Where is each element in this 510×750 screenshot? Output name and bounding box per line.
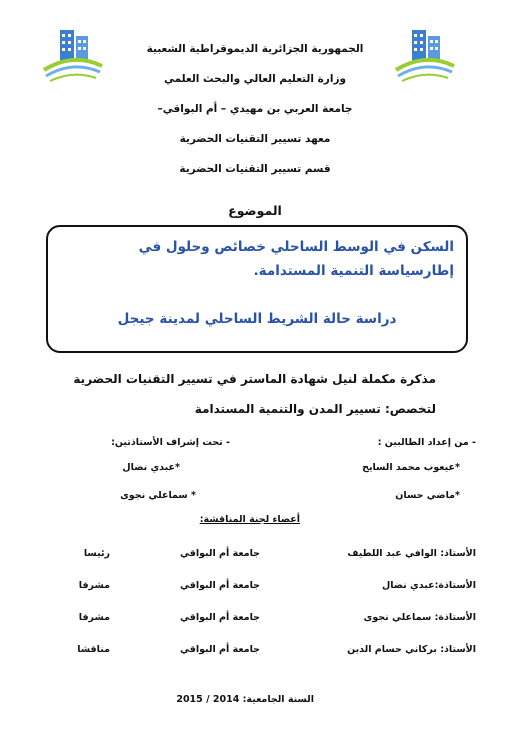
- header-ministry: وزارة التعليم العالي والبحث العلمي: [163, 73, 347, 85]
- header-republic: الجمهورية الجزائرية الديموقراطية الشعبية: [146, 43, 364, 55]
- committee-member-1-university: جامعة أم البواقي: [180, 548, 260, 559]
- committee-member-3-role: مشرفا: [78, 612, 110, 623]
- committee-member-4-university: جامعة أم البواقي: [180, 644, 260, 655]
- header-department: قسم تسيير التقنيات الحضرية: [179, 163, 331, 175]
- committee-member-3-university: جامعة أم البواقي: [180, 612, 260, 623]
- committee-member-2-name: الأستاذة:عبدي نضال: [381, 580, 476, 591]
- supervisor-name-1: *عبدي نضال: [122, 462, 180, 473]
- committee-member-4-role: مناقشا: [77, 644, 110, 655]
- thesis-title: السكن في الوسط الساحلي خصائص وحلول في إطارسياسة التنمية المستدامة.: [138, 239, 454, 279]
- subject-label: الموضوع: [228, 203, 282, 218]
- academic-year: السنة الجامعية: 2014 / 2015: [176, 694, 314, 705]
- thesis-subtitle: دراسة حالة الشريط الساحلي لمدينة جيجل: [117, 311, 397, 327]
- committee-member-2-role: مشرفا: [78, 580, 110, 591]
- committee-label: أعضاء لجنة المناقشة:: [199, 514, 300, 525]
- committee-member-2-university: جامعة أم البواقي: [180, 580, 260, 591]
- students-label: - من إعداد الطالبين :: [377, 437, 476, 448]
- committee-member-3-name: الأستاذة: سماعلي نجوى: [363, 612, 476, 623]
- header-university: جامعة العربي بن مهيدي – أم البواقي–: [157, 103, 353, 115]
- title-box: [46, 225, 468, 353]
- supervisors-label: - تحت إشراف الأستاذتين:: [111, 437, 230, 448]
- memo-line-2: لتخصص: تسيير المدن والتنمية المستدامة: [194, 402, 436, 416]
- committee-member-1-role: رئيسا: [83, 548, 110, 559]
- header-institute: معهد تسيير التقنيات الحضرية: [179, 133, 331, 145]
- student-name-1: *عيعوب محمد السايح: [362, 462, 460, 473]
- student-name-2: *ماضي حسان: [395, 490, 460, 501]
- supervisor-name-2: * سماعلي نجوى: [120, 490, 196, 501]
- committee-member-1-name: الأستاذ: الوافي عبد اللطيف: [347, 548, 476, 559]
- memo-line-1: مذكرة مكملة لنيل شهادة الماستر في تسيير التقنيات الحضرية: [73, 372, 436, 386]
- committee-member-4-name: الأستاذ: بركاني حسام الدين: [347, 644, 476, 655]
